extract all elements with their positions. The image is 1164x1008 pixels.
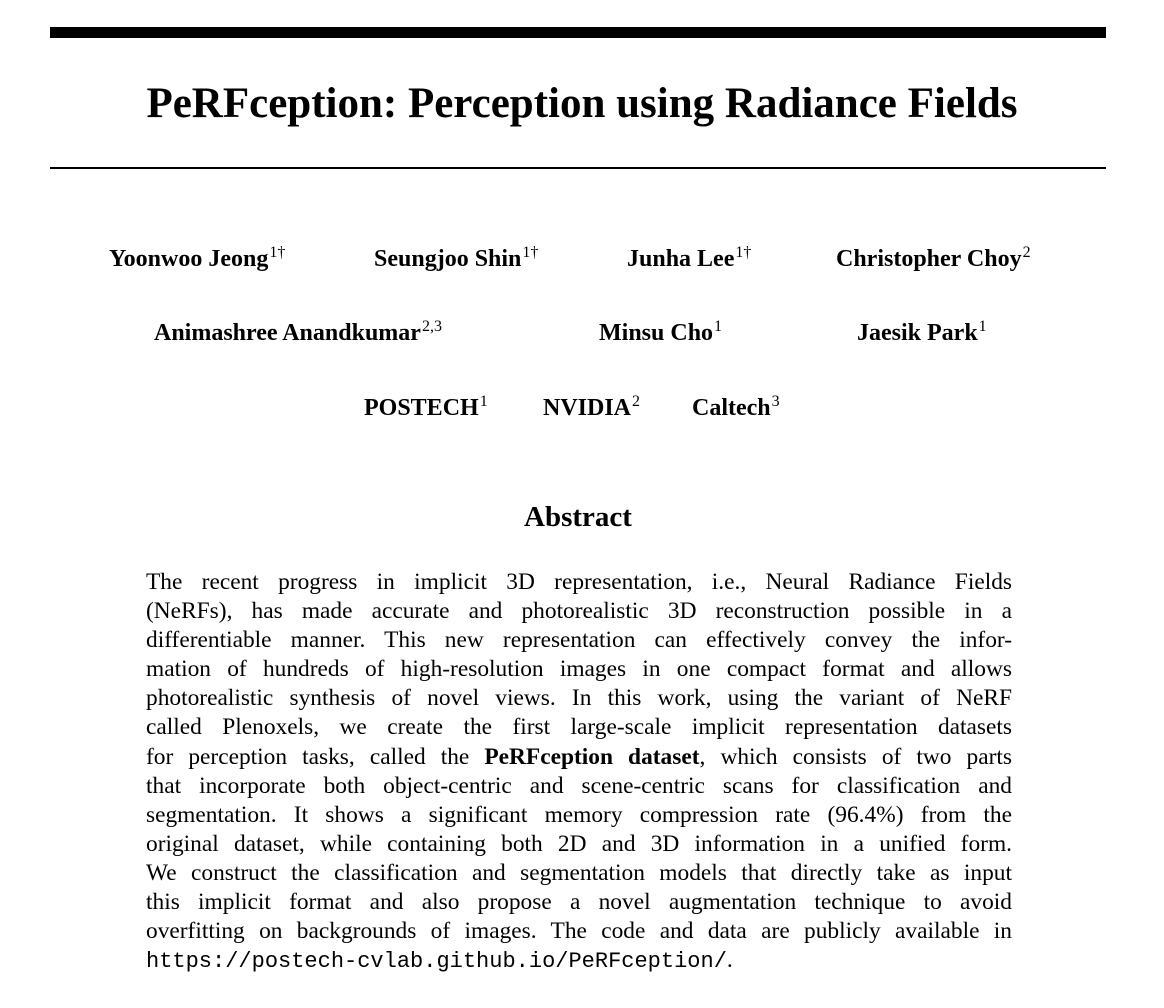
author-affiliation-mark: 1 xyxy=(978,318,987,335)
affiliation-name: NVIDIA xyxy=(543,395,632,421)
affiliation-caltech xyxy=(692,393,780,423)
author-name: Animashree Anandkumar xyxy=(154,320,421,346)
abstract-line-dataset-name xyxy=(146,743,1012,772)
affiliation-mark: 2 xyxy=(632,393,641,410)
abstract-line: photorealistic synthesis of novel views. In this work, using the variant of NeRF xyxy=(146,685,1012,712)
author-junha-lee xyxy=(627,244,751,274)
author-affiliation-mark: 2,3 xyxy=(421,318,442,335)
affiliation-mark: 1 xyxy=(479,393,488,410)
author-affiliation-mark: 1† xyxy=(735,244,752,261)
abstract-line: mation of hundreds of high-resolution images in one compact format and allows xyxy=(146,656,1012,683)
abstract-body xyxy=(146,568,1012,975)
paper-title: PeRFception: Perception using Radiance Fields xyxy=(146,80,1018,127)
author-animashree-anandkumar xyxy=(154,318,442,348)
abstract-text: . xyxy=(726,947,733,974)
abstract-line: overfitting on backgrounds of images. The code and data are publicly available in xyxy=(146,918,1012,945)
abstract-line: this implicit format and also propose a novel augmentation technique to avoid xyxy=(146,889,1012,916)
author-minsu-cho xyxy=(599,318,722,348)
project-url-link[interactable]: https://postech-cvlab.github.io/PeRFception/ xyxy=(146,949,727,975)
affiliation-mark: 3 xyxy=(771,393,780,410)
author-name: Minsu Cho xyxy=(599,320,714,346)
abstract-line: The recent progress in implicit 3D representation, i.e., Neural Radiance Fields xyxy=(146,569,1012,595)
affiliation-name: Caltech xyxy=(692,395,771,421)
author-name: Christopher Choy xyxy=(836,246,1022,272)
author-affiliation-mark: 1† xyxy=(522,244,539,261)
title-bottom-rule xyxy=(50,167,1106,169)
affiliation-name: POSTECH xyxy=(364,395,479,421)
author-name: Jaesik Park xyxy=(857,320,978,346)
abstract-line: differentiable manner. This new representation can effectively convey the infor- xyxy=(146,627,1012,654)
abstract-line: called Plenoxels, we create the first large-scale implicit representation datasets xyxy=(146,714,1012,741)
abstract-line: original dataset, while containing both 2D and 3D information in a unified form. xyxy=(146,830,1012,857)
abstract-line: that incorporate both object-centric and scene-centric scans for classification and xyxy=(146,772,1012,799)
abstract-heading: Abstract xyxy=(524,501,632,533)
author-seungjoo-shin xyxy=(374,244,538,274)
author-yoonwoo-jeong xyxy=(109,244,285,274)
author-name: Junha Lee xyxy=(627,246,735,272)
dataset-name-bold: PeRFception dataset xyxy=(484,743,700,770)
author-christopher-choy xyxy=(836,244,1031,274)
abstract-text: , which consists of two parts xyxy=(699,743,1012,770)
abstract-line: segmentation. It shows a significant memory compression rate (96.4%) from the xyxy=(146,801,1012,828)
author-affiliation-mark: 2 xyxy=(1022,244,1031,261)
author-name: Seungjoo Shin xyxy=(374,246,522,272)
author-jaesik-park xyxy=(857,318,987,348)
author-affiliation-mark: 1 xyxy=(714,318,723,335)
title-top-rule xyxy=(50,27,1106,38)
abstract-line: (NeRFs), has made accurate and photorealistic 3D reconstruction possible in a xyxy=(146,598,1012,625)
author-name: Yoonwoo Jeong xyxy=(109,246,269,272)
affiliation-postech xyxy=(364,393,488,423)
abstract-line: We construct the classification and segmentation models that directly take as input xyxy=(146,859,1012,886)
abstract-text: for perception tasks, called the xyxy=(146,743,485,770)
author-affiliation-mark: 1† xyxy=(269,244,286,261)
affiliation-nvidia xyxy=(543,393,640,423)
abstract-line-url xyxy=(146,946,1012,975)
